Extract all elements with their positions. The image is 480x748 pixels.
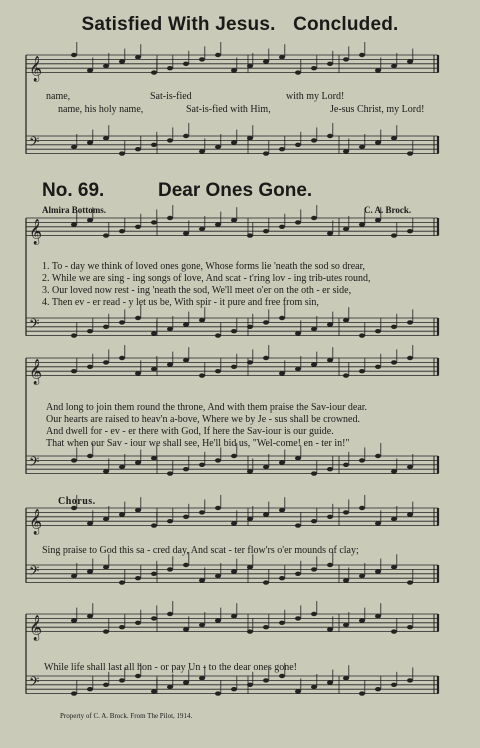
note-head	[103, 565, 109, 569]
note-head	[87, 365, 93, 369]
note-head	[391, 517, 397, 521]
note-head	[71, 691, 77, 695]
note-head	[183, 627, 189, 631]
note-head	[151, 70, 157, 74]
note-head	[375, 68, 381, 72]
verse-1-line-2: And long to join them round the throne, And with them praise the Sav-iour dear.	[46, 402, 368, 413]
note-head	[311, 66, 317, 70]
note-head	[279, 508, 285, 512]
note-head	[295, 572, 301, 576]
note-head	[375, 365, 381, 369]
note-head	[311, 612, 317, 616]
note-head	[151, 143, 157, 147]
note-head	[199, 227, 205, 231]
song-title-continued: Satisfied With Jesus.	[81, 14, 276, 35]
top-lyric-2a: name, his holy name,	[58, 104, 144, 115]
note-head	[407, 229, 413, 233]
note-head	[263, 320, 269, 324]
note-head	[119, 356, 125, 360]
note-head	[215, 53, 221, 57]
note-head	[103, 64, 109, 68]
verse-3-line-2: And dwell for - ev - er there with God, If here the Sav-iour is our guide.	[46, 426, 334, 437]
note-head	[199, 149, 205, 153]
bass-clef-icon: 𝄢	[29, 134, 40, 154]
note-head	[135, 55, 141, 59]
note-head	[87, 521, 93, 525]
note-head	[311, 567, 317, 571]
note-head	[199, 318, 205, 322]
note-head	[295, 456, 301, 460]
verse-4-line-1: 4. Then ev - er read - y let us be, With spir - it pure and free from sin,	[42, 297, 319, 308]
note-head	[247, 629, 253, 633]
note-head	[71, 458, 77, 462]
note-head	[311, 327, 317, 331]
chorus-line-1: Sing praise to God this sa - cred day, And scat - ter flow'rs o'er mounds of clay;	[42, 545, 359, 556]
note-head	[71, 53, 77, 57]
top-lyric-1b: Sat-is-fied	[150, 91, 192, 102]
note-head	[71, 145, 77, 149]
verse-2-line-2: Our hearts are raised to heav'n a-bove, Where we by Je - sus shall be crowned.	[46, 414, 360, 425]
note-head	[375, 687, 381, 691]
note-head	[151, 220, 157, 224]
note-head	[407, 512, 413, 516]
note-head	[247, 517, 253, 521]
note-head	[343, 578, 349, 582]
note-head	[183, 134, 189, 138]
note-head	[71, 333, 77, 337]
note-head	[199, 373, 205, 377]
note-head	[391, 64, 397, 68]
note-head	[391, 629, 397, 633]
note-head	[295, 523, 301, 527]
note-head	[103, 469, 109, 473]
note-head	[231, 68, 237, 72]
note-head	[359, 506, 365, 510]
note-head	[359, 369, 365, 373]
note-head	[215, 618, 221, 622]
note-head	[87, 614, 93, 618]
note-head	[135, 576, 141, 580]
note-head	[135, 621, 141, 625]
note-head	[199, 510, 205, 514]
note-head	[215, 691, 221, 695]
note-head	[247, 233, 253, 237]
note-head	[167, 612, 173, 616]
note-head	[279, 576, 285, 580]
note-head	[311, 362, 317, 366]
note-head	[87, 687, 93, 691]
note-head	[295, 367, 301, 371]
note-head	[247, 360, 253, 364]
note-head	[215, 222, 221, 226]
note-head	[167, 138, 173, 142]
lyricist: Almira Bottoms.	[42, 205, 106, 215]
note-head	[71, 574, 77, 578]
note-head	[279, 316, 285, 320]
note-head	[119, 320, 125, 324]
bass-clef-icon: 𝄢	[29, 316, 40, 336]
note-head	[103, 360, 109, 364]
note-head	[167, 567, 173, 571]
note-head	[135, 371, 141, 375]
note-head	[135, 508, 141, 512]
note-head	[151, 367, 157, 371]
treble-clef-icon: 𝄞	[29, 509, 43, 535]
note-head	[167, 216, 173, 220]
note-head	[327, 467, 333, 471]
note-head	[407, 59, 413, 63]
note-head	[327, 563, 333, 567]
note-head	[391, 360, 397, 364]
treble-clef-icon: 𝄞	[29, 615, 43, 641]
note-head	[71, 369, 77, 373]
note-head	[263, 625, 269, 629]
note-head	[103, 629, 109, 633]
note-head	[263, 151, 269, 155]
note-head	[375, 218, 381, 222]
note-head	[279, 225, 285, 229]
note-head	[183, 467, 189, 471]
note-head	[151, 616, 157, 620]
note-head	[247, 136, 253, 140]
note-head	[103, 325, 109, 329]
hymn-title: Dear Ones Gone.	[158, 180, 313, 201]
top-lyric-2c: Je-sus Christ, my Lord!	[330, 104, 425, 115]
note-head	[343, 227, 349, 231]
note-head	[167, 519, 173, 523]
verse-1-line-1: 1. To - day we think of loved ones gone, Whose forms lie 'neath the sod so drear,	[42, 261, 366, 272]
composer: C. A. Brock.	[364, 205, 412, 215]
note-head	[199, 463, 205, 467]
note-head	[87, 140, 93, 144]
note-head	[359, 145, 365, 149]
treble-clef-icon: 𝄞	[29, 219, 43, 245]
note-head	[119, 625, 125, 629]
note-head	[167, 362, 173, 366]
note-head	[343, 149, 349, 153]
note-head	[199, 623, 205, 627]
treble-clef-icon: 𝄞	[29, 359, 43, 385]
note-head	[359, 618, 365, 622]
note-head	[391, 565, 397, 569]
note-head	[343, 318, 349, 322]
note-head	[263, 229, 269, 233]
note-head	[183, 358, 189, 362]
note-head	[311, 519, 317, 523]
note-head	[359, 53, 365, 57]
note-head	[151, 523, 157, 527]
note-head	[103, 136, 109, 140]
chorus-label: Chorus.	[58, 496, 96, 507]
bass-clef-icon: 𝄢	[29, 674, 40, 694]
note-head	[167, 327, 173, 331]
note-head	[87, 329, 93, 333]
verse-3-line-1: 3. Our loved now rest - ing 'neath the sod, We'll meet o'er on the oth - er side,	[42, 285, 352, 296]
note-head	[247, 469, 253, 473]
note-head	[359, 333, 365, 337]
note-head	[119, 678, 125, 682]
note-head	[343, 676, 349, 680]
bass-clef-icon: 𝄢	[29, 454, 40, 474]
note-head	[247, 325, 253, 329]
note-head	[167, 66, 173, 70]
note-head	[231, 140, 237, 144]
note-head	[183, 563, 189, 567]
top-lyric-1a: name,	[46, 91, 71, 102]
note-head	[375, 140, 381, 144]
note-head	[135, 147, 141, 151]
note-head	[199, 676, 205, 680]
note-head	[231, 614, 237, 618]
note-head	[231, 329, 237, 333]
note-head	[279, 55, 285, 59]
note-head	[375, 521, 381, 525]
note-head	[151, 456, 157, 460]
note-head	[407, 580, 413, 584]
note-head	[327, 134, 333, 138]
note-head	[295, 143, 301, 147]
note-head	[247, 565, 253, 569]
note-head	[343, 57, 349, 61]
note-head	[375, 329, 381, 333]
note-head	[407, 625, 413, 629]
note-head	[135, 460, 141, 464]
note-head	[263, 465, 269, 469]
note-head	[215, 506, 221, 510]
note-head	[135, 316, 141, 320]
note-head	[327, 231, 333, 235]
note-head	[343, 373, 349, 377]
note-head	[327, 680, 333, 684]
top-lyric-2b: Sat-is-fied with Him,	[186, 104, 271, 115]
note-head	[295, 220, 301, 224]
note-head	[71, 222, 77, 226]
hymn-number: No. 69.	[42, 180, 105, 201]
note-head	[87, 68, 93, 72]
note-head	[279, 147, 285, 151]
note-head	[103, 233, 109, 237]
bass-clef-icon: 𝄢	[29, 563, 40, 583]
note-head	[295, 616, 301, 620]
note-head	[343, 623, 349, 627]
note-head	[359, 691, 365, 695]
note-head	[407, 678, 413, 682]
note-head	[199, 578, 205, 582]
note-head	[135, 674, 141, 678]
note-head	[263, 678, 269, 682]
note-head	[167, 471, 173, 475]
note-head	[183, 515, 189, 519]
note-head	[87, 218, 93, 222]
verse-2-line-1: 2. While we are sing - ing songs of love, And scat - t'ring lov - ing trib-utes round,	[42, 273, 371, 284]
note-head	[279, 621, 285, 625]
note-head	[311, 216, 317, 220]
note-head	[407, 320, 413, 324]
note-head	[167, 685, 173, 689]
note-head	[103, 517, 109, 521]
note-head	[119, 465, 125, 469]
chorus-line-2: While life shall last all hon - or pay Un - to the dear ones gone!	[44, 662, 297, 673]
note-head	[295, 331, 301, 335]
note-head	[247, 683, 253, 687]
top-lyric-1c: with my Lord!	[286, 91, 345, 102]
note-head	[183, 62, 189, 66]
note-head	[343, 510, 349, 514]
note-head	[263, 356, 269, 360]
continued-label: Concluded.	[293, 14, 399, 35]
note-head	[71, 618, 77, 622]
note-head	[135, 225, 141, 229]
note-head	[407, 151, 413, 155]
note-head	[263, 580, 269, 584]
note-head	[311, 685, 317, 689]
note-head	[343, 463, 349, 467]
note-head	[231, 218, 237, 222]
note-head	[391, 136, 397, 140]
note-head	[311, 138, 317, 142]
treble-clef-icon: 𝄞	[29, 56, 43, 82]
note-head	[119, 512, 125, 516]
note-head	[215, 458, 221, 462]
note-head	[151, 331, 157, 335]
note-head	[215, 369, 221, 373]
note-head	[183, 322, 189, 326]
note-head	[183, 231, 189, 235]
note-head	[151, 689, 157, 693]
note-head	[391, 233, 397, 237]
note-head	[359, 458, 365, 462]
note-head	[119, 580, 125, 584]
note-head	[375, 569, 381, 573]
note-head	[295, 689, 301, 693]
note-head	[359, 222, 365, 226]
note-head	[391, 325, 397, 329]
note-head	[231, 569, 237, 573]
note-head	[279, 371, 285, 375]
note-head	[375, 454, 381, 458]
note-head	[407, 356, 413, 360]
note-head	[311, 471, 317, 475]
verse-4-line-2: That when our Sav - iour we shall see, He'll bid us, "Wel-come! en - ter in!"	[46, 438, 350, 449]
note-head	[231, 365, 237, 369]
note-head	[391, 683, 397, 687]
note-head	[327, 515, 333, 519]
note-head	[263, 59, 269, 63]
note-head	[375, 614, 381, 618]
copyright-footer: Property of C. A. Brock. From The Pilot, 1914.	[60, 712, 193, 720]
note-head	[327, 627, 333, 631]
note-head	[231, 454, 237, 458]
note-head	[407, 465, 413, 469]
note-head	[231, 521, 237, 525]
note-head	[215, 333, 221, 337]
note-head	[247, 64, 253, 68]
note-head	[327, 322, 333, 326]
note-head	[103, 683, 109, 687]
note-head	[215, 574, 221, 578]
note-head	[87, 454, 93, 458]
note-head	[327, 358, 333, 362]
note-head	[215, 145, 221, 149]
note-head	[391, 469, 397, 473]
note-head	[231, 687, 237, 691]
note-head	[119, 151, 125, 155]
note-head	[295, 70, 301, 74]
note-head	[279, 460, 285, 464]
note-head	[279, 674, 285, 678]
note-head	[151, 572, 157, 576]
note-head	[87, 569, 93, 573]
note-head	[327, 62, 333, 66]
note-head	[119, 59, 125, 63]
note-head	[199, 57, 205, 61]
note-head	[183, 680, 189, 684]
note-head	[119, 229, 125, 233]
note-head	[359, 574, 365, 578]
note-head	[263, 512, 269, 516]
